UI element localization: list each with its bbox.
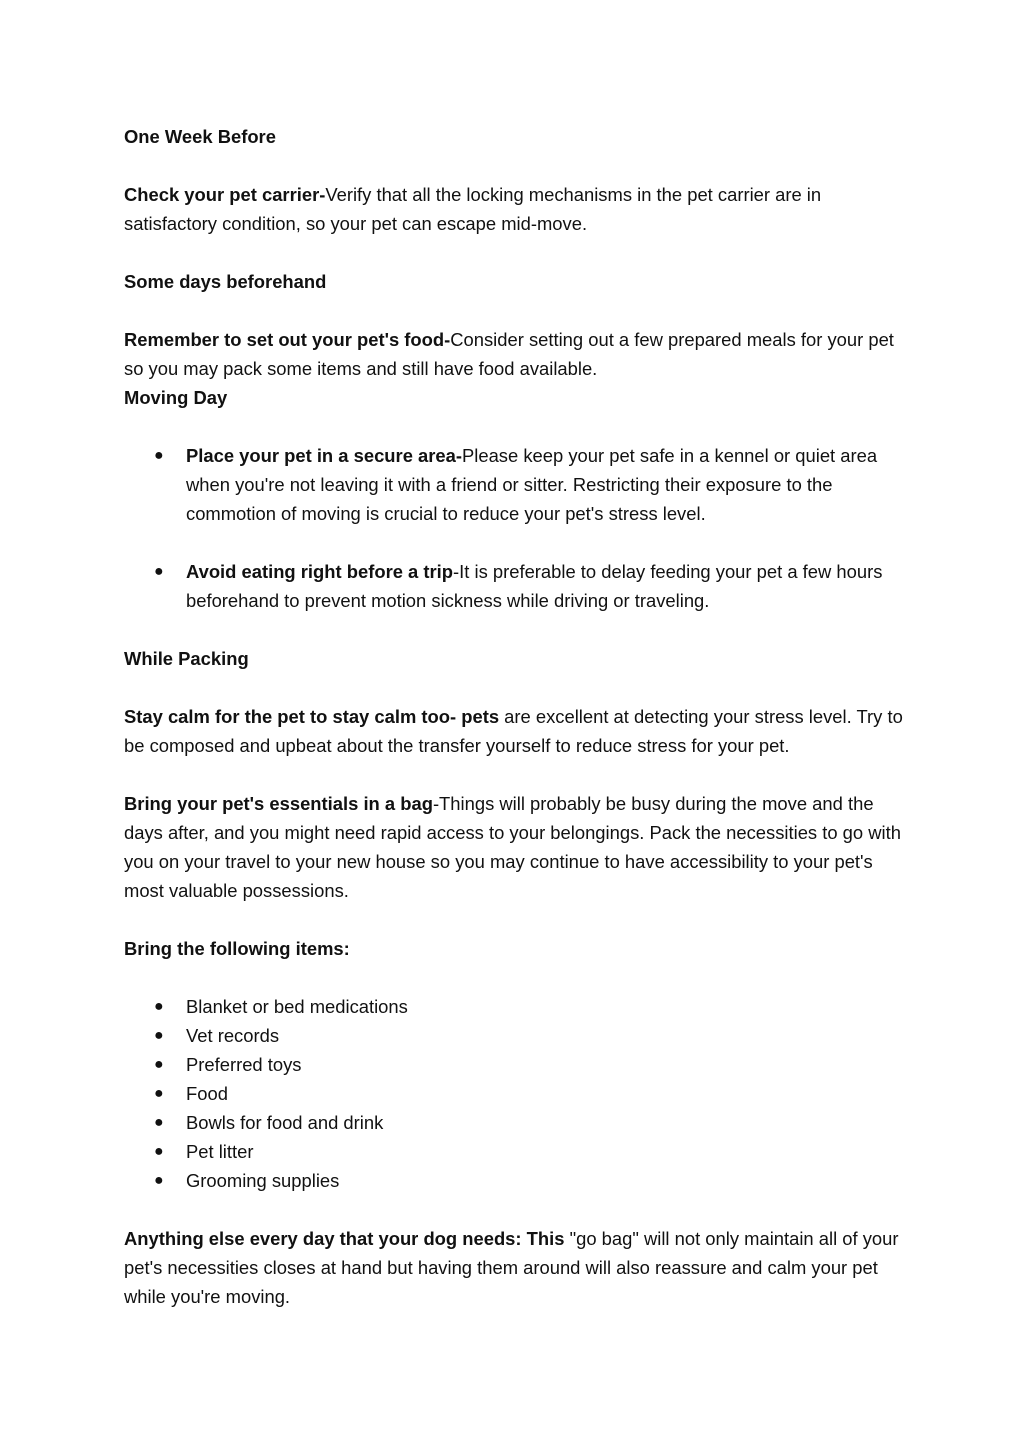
bullet-icon: ● — [154, 1172, 164, 1189]
bullet-icon: ● — [154, 1143, 164, 1160]
paragraph-essentials-bag — [124, 789, 904, 905]
bullet-icon: ● — [154, 998, 164, 1015]
list-item — [154, 557, 904, 615]
secure-area-title: Place your pet in a secure area- — [186, 445, 462, 466]
paragraph-check-carrier — [124, 180, 904, 238]
closing-text: "go bag" will not only maintain all of your pet's necessities closes at hand but having them around will also reassure and calm your pet while you're moving. — [124, 1228, 899, 1307]
heading-while-packing: While Packing — [124, 648, 249, 669]
heading-moving-day: Moving Day — [124, 387, 228, 408]
list-item — [154, 992, 904, 1021]
food-title: Remember to set out your pet's food- — [124, 329, 451, 350]
essentials-bag-text: -Things will probably be busy during the move and the days after, and you might need rapid access to your belongings. Pack the necessities to go with you on your travel to your new house so you may continue to have accessibility to your pet's most valuable possessions. — [124, 793, 901, 901]
list-item — [154, 1108, 904, 1137]
paragraph-set-out-food — [124, 325, 904, 383]
avoid-eating-title: Avoid eating right before a trip — [186, 561, 454, 582]
heading-following-items: Bring the following items: — [124, 938, 350, 959]
stay-calm-text: are excellent at detecting your stress level. Try to be composed and upbeat about the transfer yourself to reduce stress for your pet. — [124, 706, 903, 756]
item-text: Pet litter — [186, 1141, 254, 1162]
items-list — [124, 992, 904, 1195]
list-item — [154, 1050, 904, 1079]
stay-calm-title: Stay calm for the pet to stay calm too- pets — [124, 706, 500, 727]
list-item — [154, 1079, 904, 1108]
bullet-icon: ● — [154, 563, 164, 580]
moving-day-list-2 — [124, 557, 904, 615]
heading-one-week-before: One Week Before — [124, 126, 276, 147]
essentials-bag-title: Bring your pet's essentials in a bag — [124, 793, 433, 814]
check-carrier-title: Check your pet carrier- — [124, 184, 326, 205]
document-page — [124, 122, 904, 1311]
item-text: Bowls for food and drink — [186, 1112, 384, 1133]
item-text: Vet records — [186, 1025, 280, 1046]
item-text: Food — [186, 1083, 228, 1104]
avoid-eating-text: -It is preferable to delay feeding your pet a few hours beforehand to prevent motion sickness while driving or traveling. — [186, 561, 883, 611]
food-text: Consider setting out a few prepared meals for your pet so you may pack some items and still have food available. — [124, 329, 894, 379]
bullet-icon: ● — [154, 1027, 164, 1044]
bullet-icon: ● — [154, 447, 164, 464]
heading-some-days-beforehand: Some days beforehand — [124, 271, 327, 292]
bullet-icon: ● — [154, 1056, 164, 1073]
list-item — [154, 441, 904, 528]
bullet-icon: ● — [154, 1085, 164, 1102]
paragraph-closing — [124, 1224, 904, 1311]
closing-title: Anything else every day that your dog needs: This — [124, 1228, 565, 1249]
bullet-icon: ● — [154, 1114, 164, 1131]
item-text: Preferred toys — [186, 1054, 302, 1075]
item-text: Grooming supplies — [186, 1170, 340, 1191]
moving-day-list — [124, 441, 904, 528]
list-item — [154, 1021, 904, 1050]
list-item — [154, 1137, 904, 1166]
secure-area-text: Please keep your pet safe in a kennel or quiet area when you're not leaving it with a friend or sitter. Restricting their exposure to the commotion of moving is crucial to reduce your pet's stress level. — [186, 445, 878, 524]
item-text: Blanket or bed medications — [186, 996, 408, 1017]
check-carrier-text: Verify that all the locking mechanisms in the pet carrier are in satisfactory condition, so your pet can escape mid-move. — [124, 184, 822, 234]
paragraph-stay-calm — [124, 702, 904, 760]
list-item — [154, 1166, 904, 1195]
